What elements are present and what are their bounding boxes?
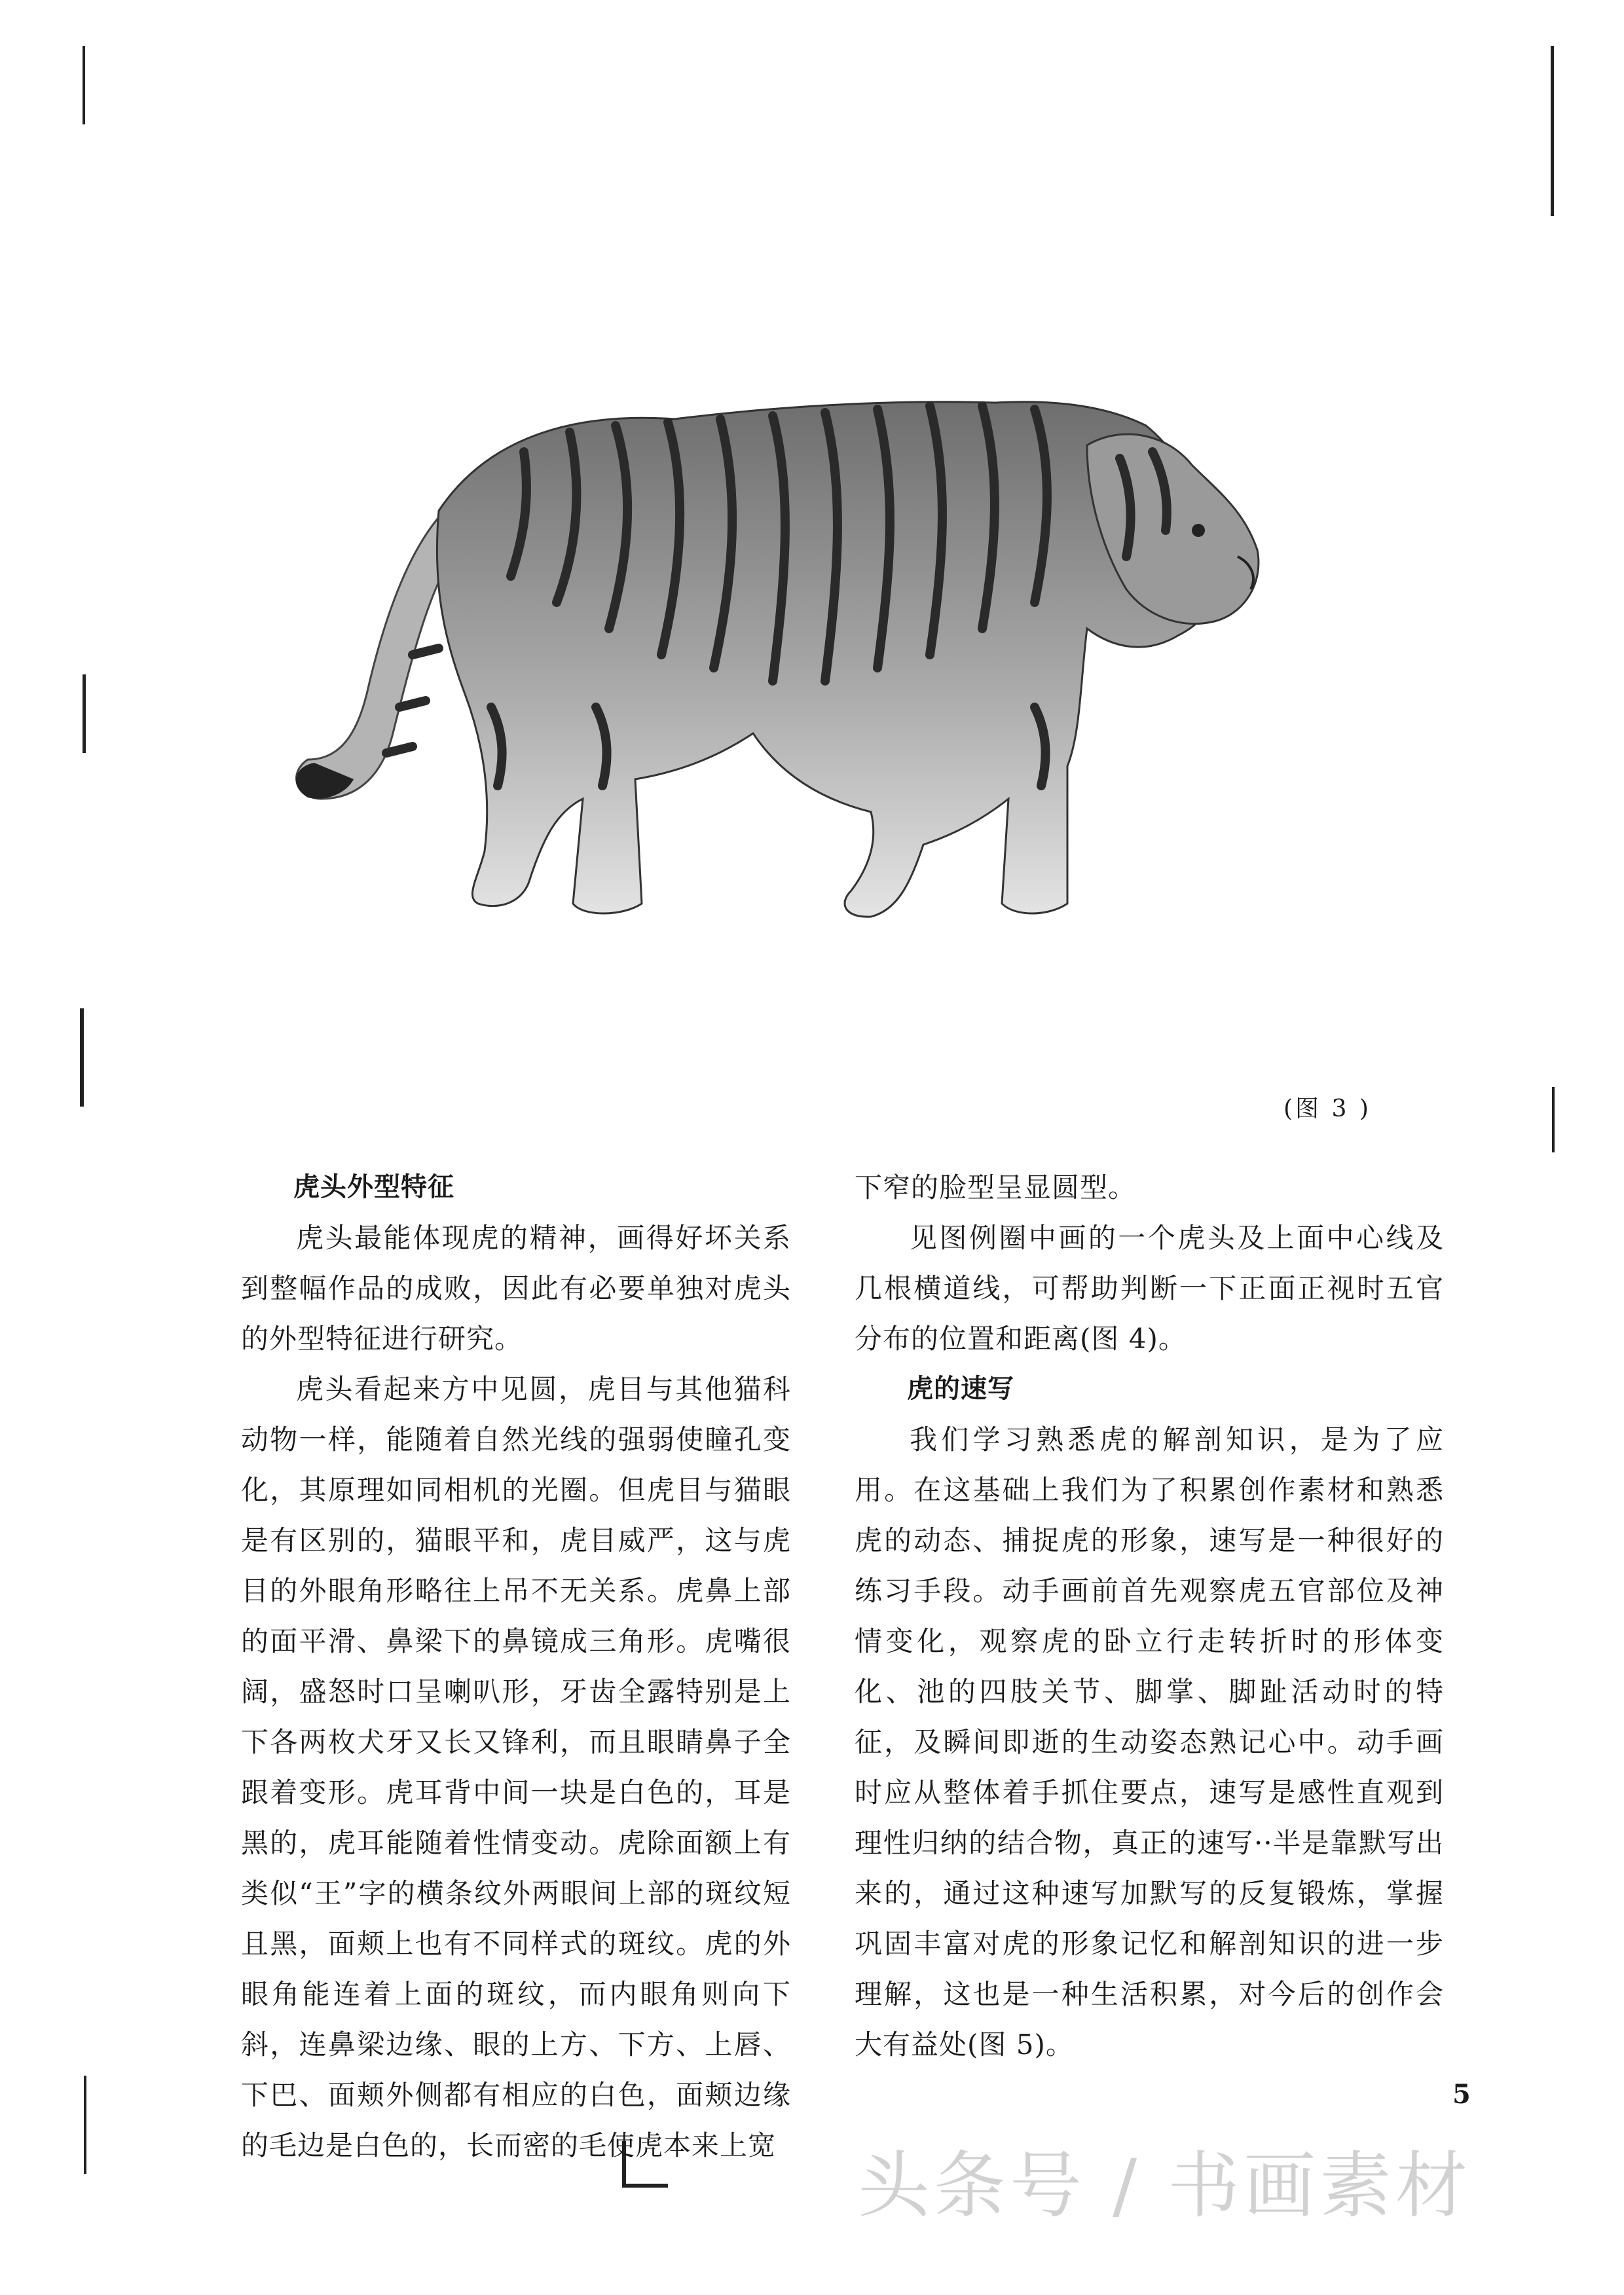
scan-bottom-mark [622,2184,668,2188]
scan-edge-mark [83,674,86,753]
watermark: 头条号 / 书画素材 [858,2144,1471,2228]
tiger-illustration [216,340,1303,995]
section-heading-sketching: 虎的速写 [907,1374,1014,1404]
section-heading-tiger-head: 虎头外型特征 [293,1172,454,1202]
scan-edge-mark [1552,1087,1555,1152]
scan-edge-mark [1551,46,1554,216]
page-number: 5 [1452,2079,1471,2110]
paragraph: 见图例圈中画的一个虎头及上面中心线及几根横道线，可帮助判断一下正面正视时五官分布的位置和距离(图 4)。 [855,1222,1444,1355]
scan-edge-mark [83,46,85,124]
right-column [855,1162,1444,2070]
paragraph: 我们学习熟悉虎的解剖知识，是为了应用。在这基础上我们为了积累创作素材和熟悉虎的动态、捕捉虎的形象，速写是一种很好的练习手段。动手画前首先观察虎五官部位及神情变化，观察虎的卧立行走转折时的形体变化、池的四肢关节、脚掌、脚趾活动时的特征，及瞬间即逝的生动姿态熟记心中。动手画时应从整体着手抓住要点，速写是感性直观到理性归纳的结合物，真正的速写··半是靠默写出来的，通过这种速写加默写的反复锻炼，掌握巩固丰富对虎的形象记忆和解剖知识的进一步理解，这也是一种生活积累，对今后的创作会大有益处(图 5)。 [855,1423,1444,2061]
scan-edge-mark [80,1008,84,1107]
left-column [241,1162,791,2171]
paragraph: 虎头最能体现虎的精神，画得好坏关系到整幅作品的成败，因此有必要单独对虎头的外型特征进行研究。 [241,1222,791,1355]
paragraph-continuation: 下窄的脸型呈显圆型。 [855,1171,1137,1203]
figure-caption: (图 3 ) [1283,1095,1371,1122]
paragraph: 虎头看起来方中见圆，虎目与其他猫科动物一样，能随着自然光线的强弱使瞳孔变化，其原理如同相机的光圈。但虎目与猫眼是有区别的，猫眼平和，虎目威严，这与虎目的外眼角形略往上吊不无关系。虎鼻上部的面平滑、鼻梁下的鼻镜成三角形。虎嘴很阔，盛怒时口呈喇叭形，牙齿全露特别是上下各两枚犬牙又长又锋利，而且眼睛鼻子全跟着变形。虎耳背中间一块是白色的，耳是黑的，虎耳能随着性情变动。虎除面额上有类似“王”字的横条纹外两眼间上部的斑纹短且黑，面颊上也有不同样式的斑纹。虎的外眼角能连着上面的斑纹，而内眼角则向下斜，连鼻梁边缘、眼的上方、下方、上唇、下巴、面颊外侧都有相应的白色，面颊边缘的毛边是白色的，长而密的毛使虎本来上宽 [241,1373,791,2161]
scan-edge-mark [84,2076,86,2174]
